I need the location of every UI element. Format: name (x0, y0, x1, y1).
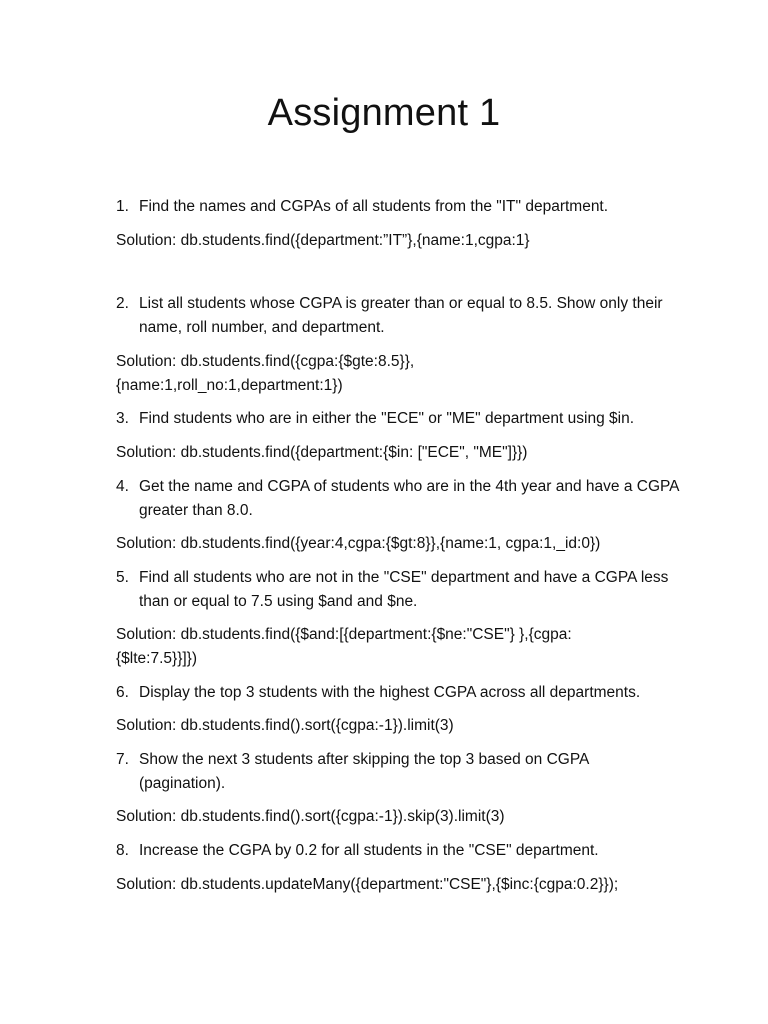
solution-7: Solution: db.students.find().sort({cgpa:-1}).skip(3).limit(3) (116, 808, 505, 825)
question-text: Display the top 3 students with the highest CGPA across all departments. (139, 684, 641, 701)
solution-4: Solution: db.students.find({year:4,cgpa:{$gt:8}},{name:1, cgpa:1,_id:0}) (116, 535, 601, 552)
question-text: Find all students who are not in the "CSE" department and have a CGPA less than or equal to 7.5 using $and and $ne. (139, 569, 669, 610)
question-text: Show the next 3 students after skipping the top 3 based on CGPA (pagination). (139, 751, 589, 792)
question-text: Get the name and CGPA of students who are in the 4th year and have a CGPA greater than 8.0. (139, 478, 679, 519)
question-number: 8. (116, 842, 129, 859)
solution-8: Solution: db.students.updateMany({department:"CSE"},{$inc:{cgpa:0.2}}); (116, 876, 619, 893)
question-number: 7. (116, 751, 129, 768)
question-text: Find the names and CGPAs of all students from the "IT" department. (139, 198, 609, 215)
solution-2: Solution: db.students.find({cgpa:{$gte:8.5}},{name:1,roll_no:1,department:1}) (116, 353, 415, 394)
solution-6: Solution: db.students.find().sort({cgpa:-1}).limit(3) (116, 717, 454, 734)
question-number: 3. (116, 410, 129, 427)
question-text: List all students whose CGPA is greater than or equal to 8.5. Show only their name, roll number, and department. (139, 295, 663, 336)
question-number: 1. (116, 198, 129, 215)
question-number: 2. (116, 295, 129, 312)
question-number: 4. (116, 478, 129, 495)
question-number: 6. (116, 684, 129, 701)
solution-3: Solution: db.students.find({department:{$in: ["ECE", "ME"]}}) (116, 444, 528, 461)
question-text: Increase the CGPA by 0.2 for all students in the "CSE" department. (139, 842, 599, 859)
solution-5: Solution: db.students.find({$and:[{department:{$ne:"CSE"} },{cgpa:{$lte:7.5}}]}) (116, 626, 572, 667)
page-title: Assignment 1 (267, 92, 501, 134)
solution-1: Solution: db.students.find({department:”IT”},{name:1,cgpa:1} (116, 232, 530, 249)
question-number: 5. (116, 569, 129, 586)
question-text: Find students who are in either the "ECE" or "ME" department using $in. (139, 410, 635, 427)
